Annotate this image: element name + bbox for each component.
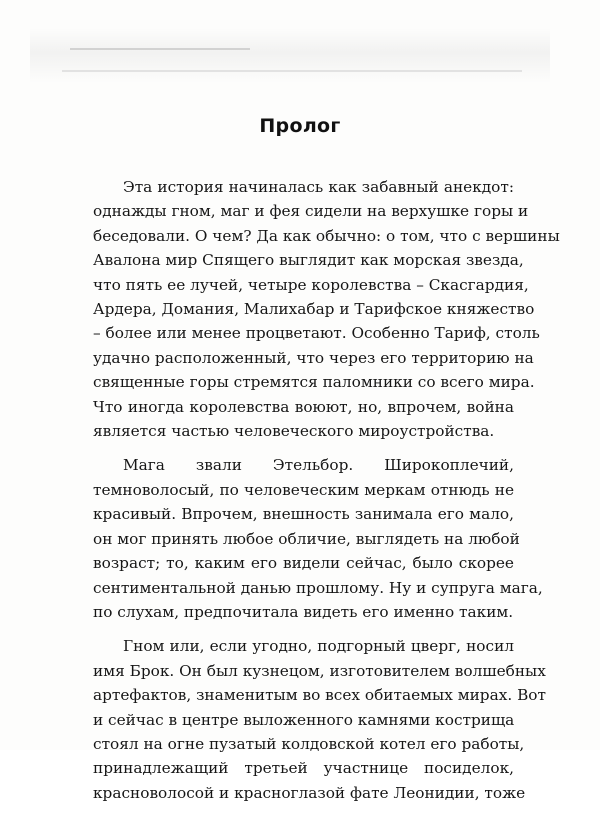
text-line: Что иногда королевства воюют, но, впрочем, война — [93, 397, 514, 416]
text-line: красивый. Впрочем, внешность занимала его мало, — [93, 505, 514, 524]
text-line: красноволосой и красноглазой фате Леонидии, тоже — [93, 783, 526, 802]
text-line: сентиментальной данью прошлому. Ну и супруга мага, — [93, 578, 543, 597]
chapter-title: Пролог — [259, 115, 341, 137]
text-line: стоял на огне пузатый колдовской котел его работы, — [93, 734, 525, 753]
text-line: принадлежащий третьей участнице посиделок, — [93, 759, 514, 778]
text-line: Мага звали Этельбор. Широкоплечий, — [123, 456, 514, 475]
text-line: и сейчас в центре выложенного камнями кострища — [93, 710, 515, 729]
text-line: Гном или, если угодно, подгорный цверг, носил — [123, 637, 514, 656]
text-line: беседовали. О чем? Да как обычно: о том, что с вершины — [93, 226, 560, 245]
scan-show-through — [30, 28, 550, 83]
paragraph-2 — [93, 453, 543, 624]
body-text — [93, 175, 560, 815]
scan-artifact-line — [62, 70, 522, 72]
text-line: является частью человеческого мироустройства. — [93, 422, 495, 441]
text-line: Эта история начиналась как забавный анекдот: — [123, 178, 514, 196]
text-line: артефактов, знаменитым во всех обитаемых мирах. Вот — [93, 686, 546, 705]
text-line: – более или менее процветают. Особенно Тариф, столь — [93, 324, 540, 343]
text-line: удачно расположенный, что через его территорию на — [93, 348, 534, 367]
text-line: Ардера, Домания, Малихабар и Тарифское княжество — [93, 300, 535, 319]
text-line: темноволосый, по человеческим меркам отнюдь не — [93, 480, 514, 499]
text-line: возраст; то, каким его видели сейчас, было скорее — [93, 554, 514, 573]
text-line: священные горы стремятся паломники со всего мира. — [93, 373, 535, 392]
scan-artifact-line — [70, 48, 250, 50]
paragraph-1 — [93, 175, 560, 443]
text-line: Авалона мир Спящего выглядит как морская звезда, — [93, 251, 524, 270]
text-line: он мог принять любое обличие, выглядеть на любой — [93, 529, 520, 548]
text-line: по слухам, предпочитала видеть его именно таким. — [93, 602, 514, 621]
text-line: что пять ее лучей, четыре королевства – Скасгардия, — [93, 275, 529, 294]
text-line: имя Брок. Он был кузнецом, изготовителем волшебных — [93, 661, 546, 680]
paragraph-3 — [93, 634, 546, 805]
text-line: однажды гном, маг и фея сидели на верхушке горы и — [93, 202, 529, 221]
